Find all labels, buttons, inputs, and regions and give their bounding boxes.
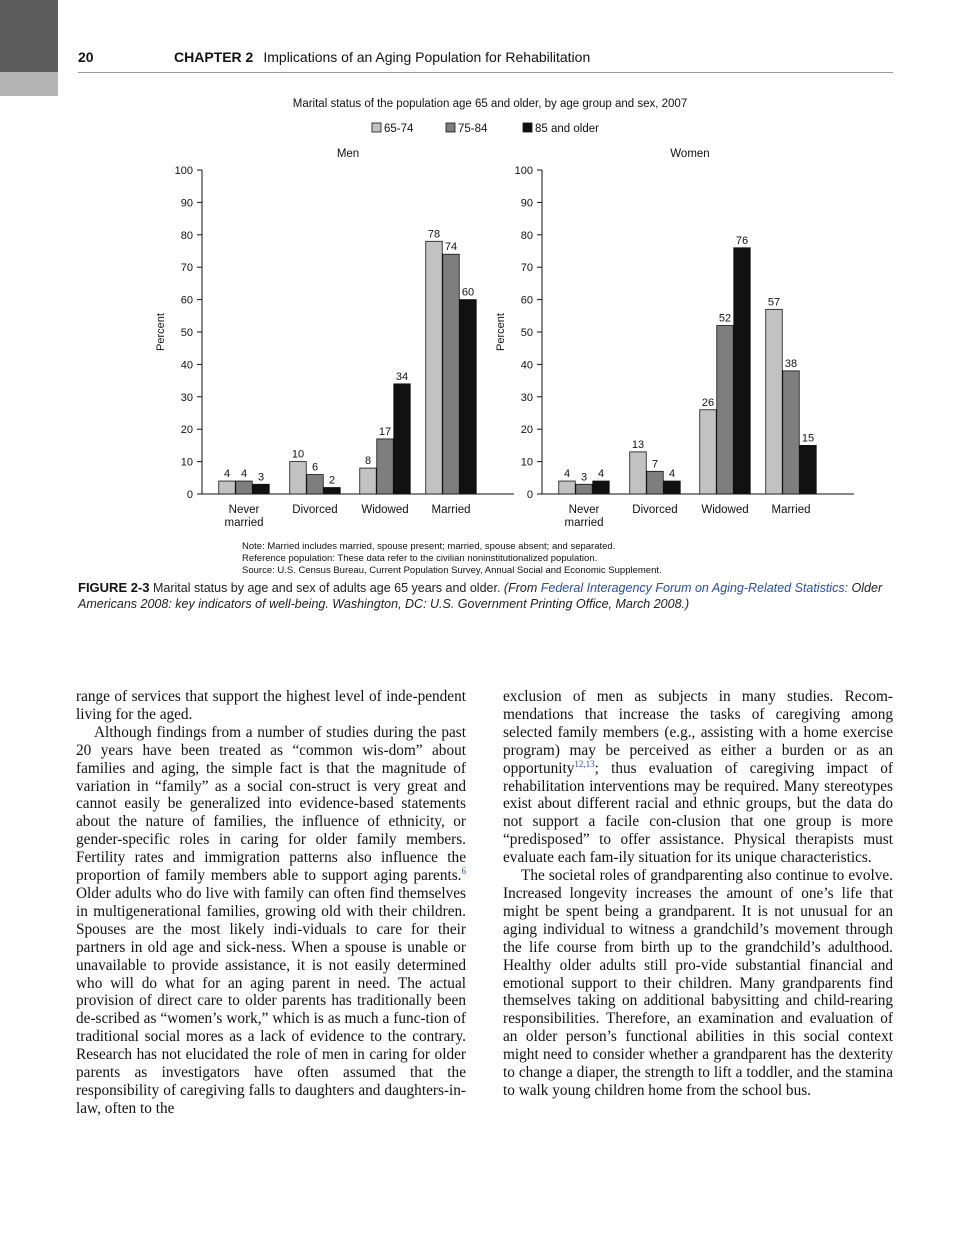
- y-tick-label: 90: [180, 197, 193, 210]
- figure-title: Marital status of the population age 65 and older, by age group and sex, 2007: [292, 98, 688, 110]
- paragraph-text: Older adults who do live with family can often find themselves in multigenerational families, growing old with their children. Spouses are the most likely indi-viduals to care for their partners in old age and sick-ness. When a spouse is unable or unavailable to provide assistance, it is not easily determined who will do what for an aging parent in need. The actual provision of direct care to older parents has traditionally been de-scribed as “women’s work,” which is as much a func-tion of traditional social mores as a lack of evidence to the contrary. Research has not elucidated the role of men in caring for older parents as investigators have often assumed that the responsibility of caregiving falls to daughters and daughters-in-law, often to the: [76, 884, 466, 1117]
- caption-source-rest: Older Americans 2008: key indicators of well-being. Washington, DC: U.S. Government Printing Office, March 2008.): [78, 581, 883, 611]
- bar: [700, 410, 717, 494]
- running-header: [78, 46, 893, 73]
- x-category-label: Married: [431, 504, 471, 516]
- legend-label: 85 and older: [535, 123, 599, 135]
- y-tick-label: 70: [180, 262, 193, 275]
- chart-panel-women: [495, 148, 854, 529]
- panel-title: Men: [336, 148, 360, 160]
- legend-swatch: [446, 123, 455, 132]
- paragraph-text: Although findings from a number of studies during the past 20 years have been treated as “common wis-dom” about families and aging, the simple fact is that the magnitude of variation in “family” as a social con-struct is very great and cannot easily be generalized into evidence-based statements about the nature of families, the influence of ethnicity, or gender-specific roles in caring for older family members. Fertility rates and immigration patterns also influence the proportion of family members able to support aging parents.: [76, 723, 466, 885]
- bar-value-label: 15: [801, 432, 815, 445]
- y-tick-label: 60: [520, 294, 533, 307]
- bar-value-label: 17: [378, 425, 392, 438]
- bar-value-label: 6: [311, 461, 319, 474]
- bar-value-label: 26: [701, 396, 715, 409]
- body-paragraph: [76, 688, 466, 724]
- bar-value-label: 76: [735, 234, 749, 247]
- y-tick-label: 100: [514, 165, 533, 177]
- y-tick-label: 50: [520, 327, 533, 339]
- paragraph-text: ; thus evaluation of caregiving impact of rehabilitation interventions may be required. Many stereotypes exist about different racial and ethnic groups, but the data do not support a facile con-clusion that one group is more “predisposed” to offer assistance. Physical therapists must evaluate each fam-ily situation for its unique characteristics.: [503, 759, 893, 867]
- figure-caption: [78, 580, 898, 612]
- paragraph-text: range of services that support the highest level of inde-pendent living for the aged.: [76, 688, 466, 723]
- bar: [377, 439, 394, 494]
- chapter-title: Implications of an Aging Population for Rehabilitation: [263, 49, 591, 65]
- bar: [593, 481, 610, 494]
- bar: [460, 300, 477, 494]
- bar-value-label: 38: [784, 357, 798, 370]
- bar-value-label: 10: [291, 448, 305, 461]
- bar-value-label: 3: [257, 471, 265, 484]
- bar: [630, 452, 647, 494]
- page-corner-tab-light: [0, 72, 58, 96]
- page-number: 20: [78, 49, 94, 65]
- y-tick-label: 60: [180, 294, 193, 307]
- y-tick-label: 20: [520, 424, 533, 437]
- chapter-label: CHAPTER 2: [174, 49, 254, 65]
- figure-legend: [372, 123, 599, 135]
- bar: [360, 468, 377, 494]
- x-category-label: Widowed: [361, 504, 409, 516]
- bar: [734, 248, 751, 494]
- bar-value-label: 4: [563, 468, 571, 481]
- caption-text: Marital status by age and sex of adults age 65 years and older.: [153, 581, 501, 595]
- y-tick-label: 80: [180, 229, 193, 242]
- bar-value-label: 74: [444, 241, 458, 254]
- bar-value-label: 34: [395, 370, 409, 383]
- bar: [559, 481, 576, 494]
- paragraph-text: The societal roles of grandparenting also continue to evolve. Increased longevity increases the amount of one’s life that might be spent being a grandparent. It is not unusual for an aging individual to witness a grandchild’s movement through the life course from birth up to the grandchild’s adulthood. Healthy older adults still pro-vide substantial financial and emotional support to their children. Many grandparents find themselves taking on additional babysitting and child-rearing responsibilities. Therefore, an examination and evaluation of an older person’s functional abilities in this social context might need to consider whether a grandparent has the dexterity to change a diaper, the strength to lift a toddler, and the stamina to walk young children home from the school bus.: [503, 867, 893, 1099]
- legend-swatch: [372, 123, 381, 132]
- y-tick-label: 40: [520, 359, 533, 372]
- x-category-label: Married: [771, 504, 811, 516]
- y-tick-label: 70: [520, 262, 533, 275]
- reference-superscript[interactable]: 6: [461, 865, 466, 876]
- paragraph-text: exclusion of men as subjects in many studies. Recom-mendations that increase the tasks of caregiving among selected family members (e.g., assisting with a home exercise program) may be perceived as either a burden or as an opportunity: [503, 688, 893, 777]
- bar: [717, 326, 734, 494]
- bar: [394, 384, 411, 494]
- x-category-label: Divorced: [632, 504, 678, 516]
- y-tick-label: 80: [520, 229, 533, 242]
- panel-title: Women: [670, 148, 710, 160]
- bar-value-label: 7: [651, 458, 659, 471]
- body-column-left: [76, 688, 466, 1118]
- bar-value-label: 4: [223, 468, 231, 481]
- reference-superscript[interactable]: 12,13: [574, 758, 595, 769]
- bar: [307, 475, 324, 494]
- figure-source: Source: U.S. Census Bureau, Current Population Survey, Annual Social and Economic Supplement.: [242, 565, 662, 576]
- bar: [219, 481, 236, 494]
- bar: [783, 371, 800, 494]
- y-tick-label: 0: [526, 489, 533, 501]
- bar: [800, 445, 817, 494]
- bar-value-label: 78: [427, 228, 441, 241]
- page-corner-tab-dark: [0, 0, 58, 72]
- x-category-label: Widowed: [701, 504, 749, 516]
- y-tick-label: 30: [180, 391, 193, 404]
- legend-label: 65-74: [384, 123, 414, 135]
- bar-value-label: 13: [631, 438, 645, 451]
- bar-value-label: 60: [461, 286, 475, 299]
- y-tick-label: 20: [180, 424, 193, 437]
- bar-value-label: 4: [668, 468, 676, 481]
- y-tick-label: 90: [520, 197, 533, 210]
- y-tick-label: 10: [520, 456, 533, 469]
- bar: [766, 309, 783, 494]
- legend-label: 75-84: [458, 123, 488, 135]
- bar: [647, 471, 664, 494]
- bar-value-label: 52: [718, 312, 732, 325]
- y-tick-label: 50: [180, 327, 193, 339]
- bar: [426, 241, 443, 494]
- caption-label: FIGURE 2-3: [78, 580, 150, 595]
- bar-value-label: 8: [364, 455, 372, 468]
- y-tick-label: 30: [520, 391, 533, 404]
- body-paragraph: [76, 724, 466, 1118]
- bar-value-label: 4: [597, 468, 605, 481]
- y-tick-label: 40: [180, 359, 193, 372]
- bar: [290, 462, 307, 494]
- body-paragraph: [503, 688, 893, 867]
- figure-chart: [110, 92, 870, 582]
- bar-value-label: 4: [240, 468, 248, 481]
- y-axis-label: Percent: [495, 313, 507, 351]
- caption-source-open: (From: [503, 581, 541, 595]
- chart-panel-men: [155, 148, 514, 529]
- bar-value-label: 2: [328, 474, 336, 487]
- figure-reference: Reference population: These data refer to the civilian noninstitutionalized population.: [242, 553, 598, 564]
- bar: [236, 481, 253, 494]
- y-tick-label: 100: [174, 165, 193, 177]
- legend-swatch: [523, 123, 532, 132]
- bar: [443, 254, 460, 494]
- bar-value-label: 57: [767, 296, 781, 309]
- y-tick-label: 0: [186, 489, 193, 501]
- caption-source-link[interactable]: Federal Interagency Forum on Aging-Related Statistics:: [540, 581, 849, 595]
- x-category-label: Divorced: [292, 504, 338, 516]
- x-category-label: Never married: [224, 504, 264, 529]
- bar-value-label: 3: [580, 471, 588, 484]
- bar: [324, 488, 341, 494]
- bar: [253, 484, 270, 494]
- x-category-label: Never married: [564, 504, 604, 529]
- bar: [664, 481, 681, 494]
- y-axis-label: Percent: [155, 313, 167, 351]
- y-tick-label: 10: [180, 456, 193, 469]
- body-paragraph: [503, 867, 893, 1100]
- body-column-right: [503, 688, 893, 1100]
- figure-note: Note: Married includes married, spouse present; married, spouse absent; and separated.: [242, 541, 616, 552]
- bar: [576, 484, 593, 494]
